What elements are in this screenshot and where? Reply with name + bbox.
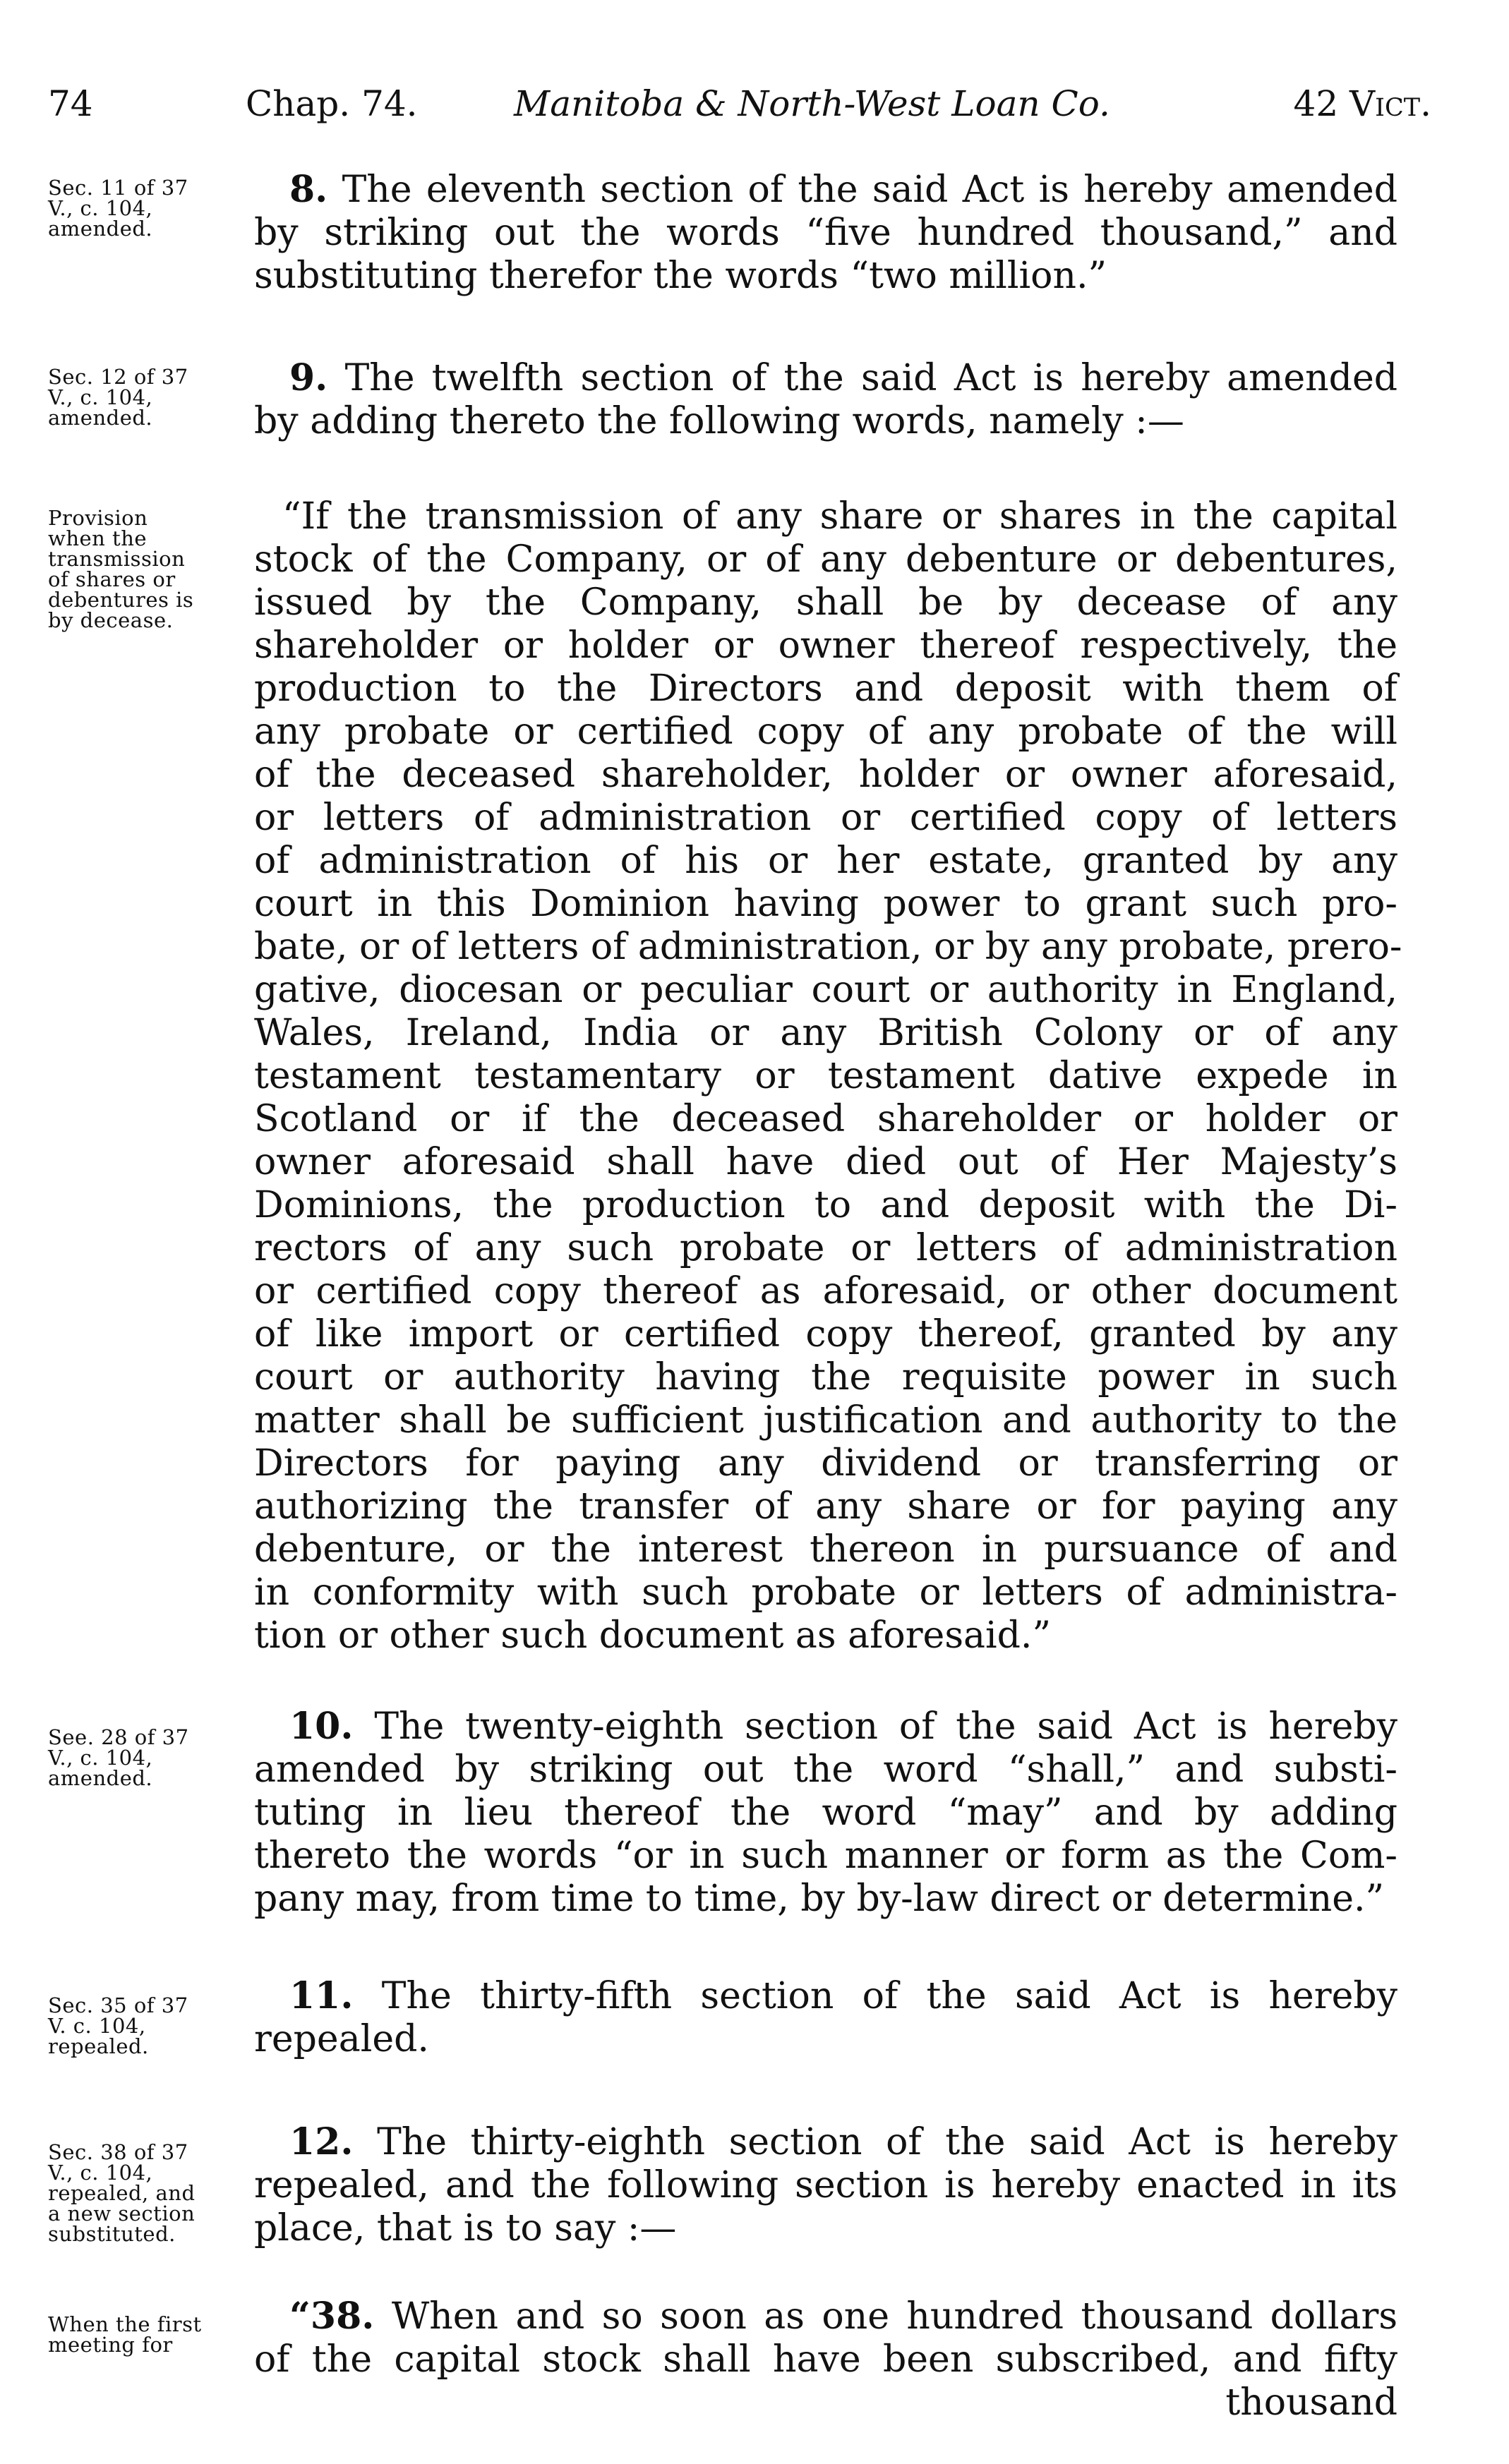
section-9-text: 9. The twelfth section of the said Act is hereby amended by adding thereto the following words, namely :— [254,356,1398,442]
page-number: 74 [48,83,93,124]
act-title: Manitoba & North-West Loan Co. [514,83,1110,124]
section-12-text: 12. The thirty-eighth section of the said Act is hereby repealed, and the following section is hereby enacted in its place, that is to say :— [254,2120,1397,2249]
margin-note-sec-38: When the first meeting for [48,2312,202,2357]
section-number: “38. [289,2295,375,2338]
margin-note-sec-9: Sec. 12 of 37 V., c. 104, amended. [48,365,188,430]
provision-quote-text: “If the transmission of any share or shares in the capital stock of the Company, or of any debenture or debentures, issued by the Company, shall be by decease of any shareholder or holder or owner thereof respectively, the production to the Directors and deposit with them of any probate or certified copy of any probate of the will of the deceased shareholder, holder or owner aforesaid, or letters of administration or certified copy of letters of administration of his or her estate, granted by any court in this Dominion having power to grant such pro- bate, or of letters of administration, or by any probate, prero- gative, diocesan or peculiar court or authority in England, Wales, Ireland, India or any British Colony or of any testament testamentary or testament dative expede in Scotland or if the deceased shareholder or holder or owner aforesaid shall have died out of Her Majesty’s Dominions, the production to and deposit with the Di- rectors of any such probate or letters of administration or certified copy thereof as aforesaid, or other document of like import or certified copy thereof, granted by any court or authority having the requisite power in such matter shall be sufficient justification and authority to the Directors for paying any dividend or transferring or authorizing the transfer of any share or for paying any debenture, or the interest thereon in pursuance of and in conformity with such probate or letters of administra- tion or other such document as aforesaid.” [254,495,1402,1657]
section-number: 12. [289,2120,354,2163]
section-number: 8. [289,168,328,211]
section-11-text: 11. The thirty-fifth section of the said Act is hereby repealed. [254,1974,1398,2060]
margin-note-sec-12: Sec. 38 of 37 V., c. 104, repealed, and a new section substituted. [48,2140,196,2246]
section-8-text: 8. The eleventh section of the said Act is hereby amended by striking out the words “five hundred thousand,” and substituting therefor the words “two million.” [254,168,1397,297]
section-number: 10. [289,1705,354,1748]
section-10-text: 10. The twenty-eighth section of the said Act is hereby amended by striking out the word “shall,” and substi- tuting in lieu thereof the word “may” and by adding thereto the words “or in such manner or form as the Com- pany may, from time to time, by by-law direct or determine.” [254,1705,1398,1920]
margin-note-sec-10: See. 28 of 37 V., c. 104, amended. [48,1725,189,1790]
margin-note-sec-11: Sec. 35 of 37 V. c. 104, repealed. [48,1993,188,2058]
margin-note-provision: Provision when the transmission of shares or debentures is by decease. [48,506,194,632]
regnal-year: 42 Vict. [1293,83,1431,124]
running-header [48,83,1431,133]
section-number: 9. [289,356,328,399]
margin-note-sec-8: Sec. 11 of 37 V., c. 104, amended. [48,176,188,241]
section-number: 11. [289,1974,354,2017]
section-38-text: “38. When and so soon as one hundred thousand dollars of the capital stock shall have been subscribed, and fifty thousand [254,2295,1398,2424]
chapter-label: Chap. 74. [246,83,418,124]
